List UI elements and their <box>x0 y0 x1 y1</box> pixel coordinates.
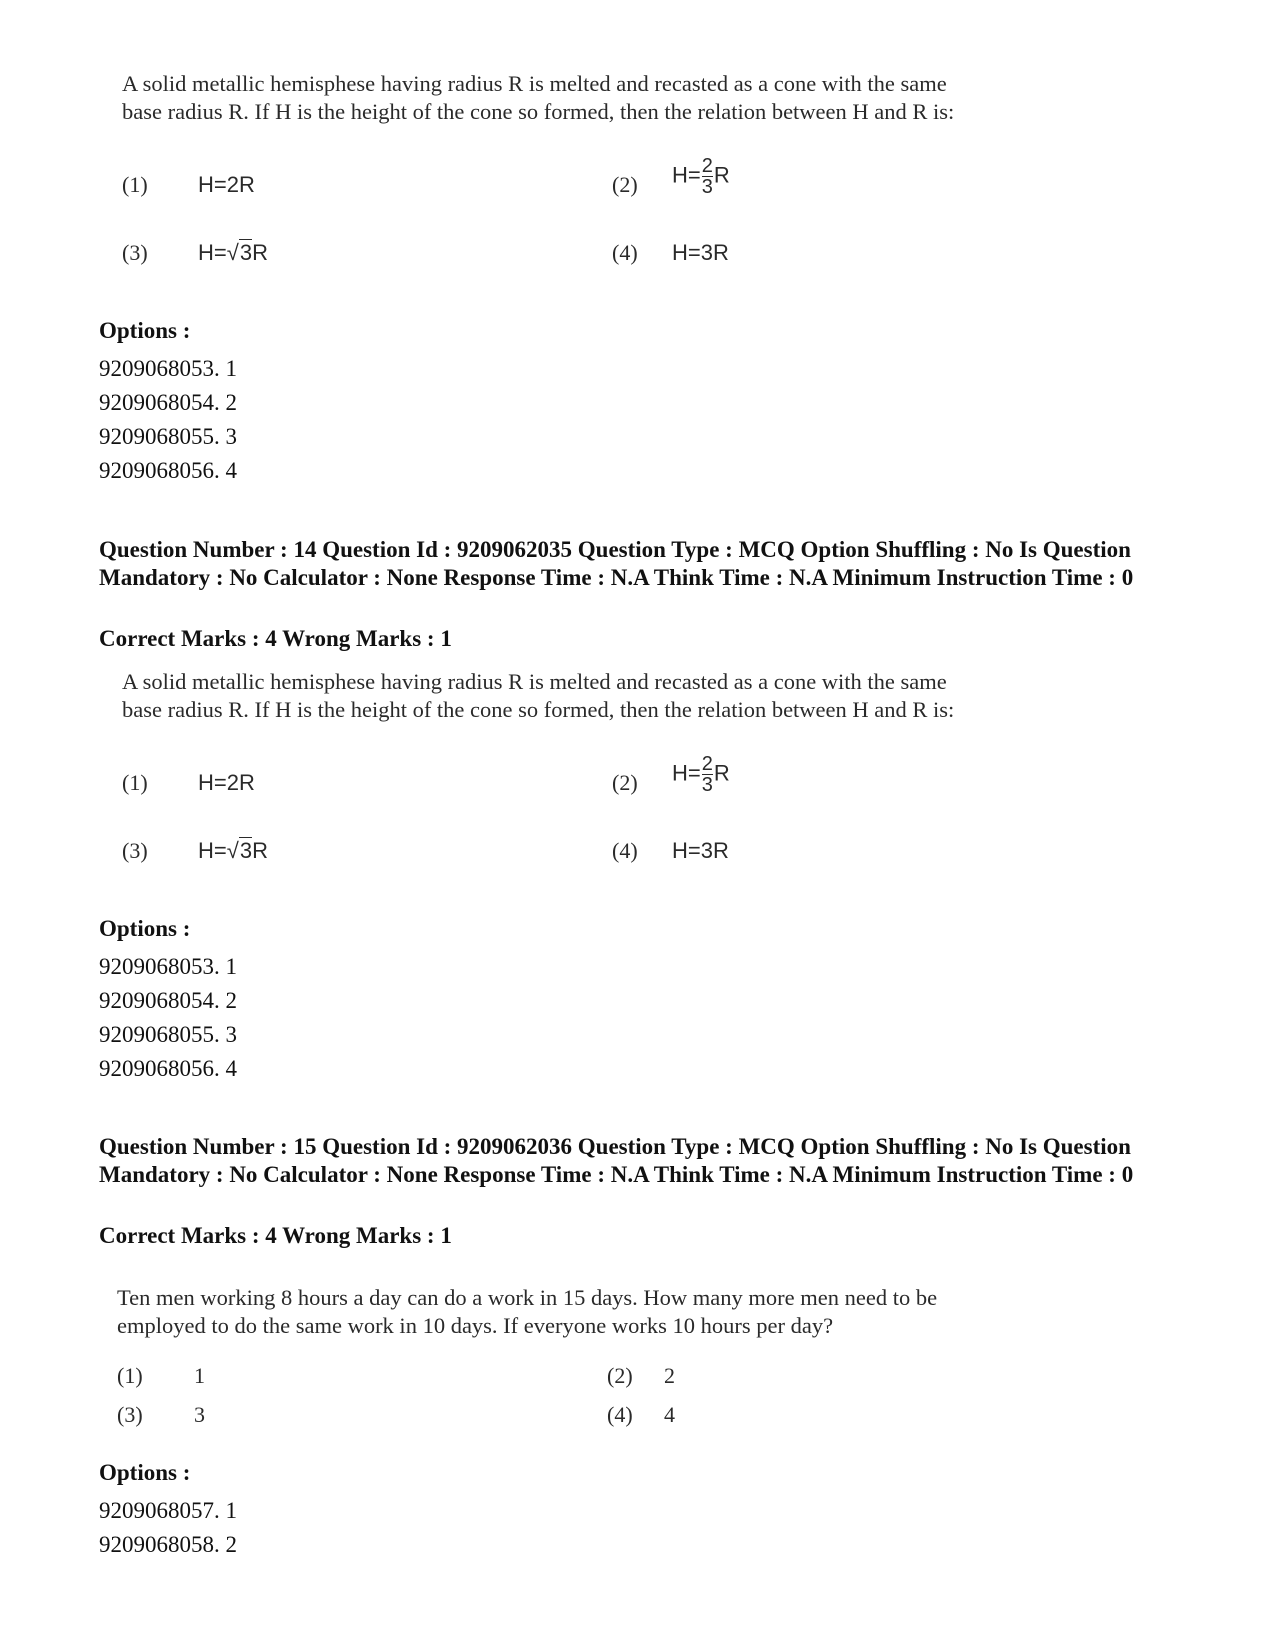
choice-value: 4 <box>664 1402 675 1427</box>
option-item: 9209068055. 3 <box>99 424 237 449</box>
fraction-numerator: 2 <box>701 155 713 177</box>
choice-prefix: H= <box>198 838 227 863</box>
choice-value: H=3R <box>672 240 729 265</box>
choice-prefix: H= <box>672 162 701 188</box>
option-item: 9209068053. 1 <box>99 356 237 381</box>
fraction <box>702 156 713 197</box>
option-item: 9209068054. 2 <box>99 988 237 1013</box>
options-label: Options : <box>99 916 191 941</box>
fraction-numerator: 2 <box>701 753 713 775</box>
choice-number: (3) <box>117 1402 143 1427</box>
options-label: Options : <box>99 318 191 343</box>
choice-value: 1 <box>194 1363 205 1388</box>
option-item: 9209068056. 4 <box>99 1056 237 1081</box>
options-list <box>99 1494 237 1562</box>
choice-number: (1) <box>117 1363 143 1388</box>
question-text-line: A solid metallic hemisphese having radius R is melted and recasted as a cone with the same <box>122 71 947 96</box>
choice-suffix: R <box>713 162 730 188</box>
question-text-line: employed to do the same work in 10 days. If everyone works 10 hours per day? <box>117 1313 834 1338</box>
choice-prefix: H= <box>672 760 701 786</box>
question-text-line: base radius R. If H is the height of the cone so formed, then the relation between H and R is: <box>122 697 955 722</box>
question-15-marks: Correct Marks : 4 Wrong Marks : 1 <box>99 1223 452 1248</box>
choice-value <box>198 838 268 864</box>
fraction-denominator: 3 <box>701 176 713 198</box>
question-text-line: A solid metallic hemisphese having radius R is melted and recasted as a cone with the same <box>122 669 947 694</box>
choice-value <box>672 754 730 795</box>
choice-value: H=3R <box>672 838 729 863</box>
question-14-header: Question Number : 14 Question Id : 9209062035 Question Type : MCQ Option Shuffling : No Is Question Mandatory : No Calculator : None Response Time : N.A Think Time : N.A Minimum Instruction Time : 0 <box>99 537 1134 590</box>
question-14-text <box>122 668 1132 724</box>
choice-value: 3 <box>194 1402 205 1427</box>
choice-number: (2) <box>612 172 638 197</box>
radicand: 3 <box>239 240 253 265</box>
option-item: 9209068056. 4 <box>99 458 237 483</box>
choice-number: (4) <box>607 1402 633 1427</box>
square-root <box>227 240 252 266</box>
question-text-line: Ten men working 8 hours a day can do a work in 15 days. How many more men need to be <box>117 1285 938 1310</box>
choice-number: (3) <box>122 240 148 265</box>
choice-number: (4) <box>612 838 638 863</box>
choice-suffix: R <box>713 760 730 786</box>
choice-value <box>198 240 268 266</box>
choice-suffix: R <box>252 838 268 863</box>
choice-number: (3) <box>122 838 148 863</box>
fraction-denominator: 3 <box>701 774 713 796</box>
sqrt-icon: √ <box>226 240 239 265</box>
choice-value: H=2R <box>198 172 255 197</box>
option-item: 9209068057. 1 <box>99 1498 237 1523</box>
option-item: 9209068055. 3 <box>99 1022 237 1047</box>
options-label: Options : <box>99 1460 191 1485</box>
fraction <box>702 754 713 795</box>
question-text-line: base radius R. If H is the height of the cone so formed, then the relation between H and R is: <box>122 99 955 124</box>
choice-number: (2) <box>612 770 638 795</box>
sqrt-icon: √ <box>226 838 239 863</box>
options-list <box>99 352 237 488</box>
choice-number: (4) <box>612 240 638 265</box>
question-14-marks: Correct Marks : 4 Wrong Marks : 1 <box>99 626 452 651</box>
choice-suffix: R <box>252 240 268 265</box>
choice-number: (1) <box>122 770 148 795</box>
option-item: 9209068053. 1 <box>99 954 237 979</box>
choice-number: (1) <box>122 172 148 197</box>
options-list <box>99 950 237 1086</box>
question-13-text <box>122 70 1132 126</box>
radicand: 3 <box>239 838 253 863</box>
choice-prefix: H= <box>198 240 227 265</box>
square-root <box>227 838 252 864</box>
choice-value <box>672 156 730 197</box>
choice-value: H=2R <box>198 770 255 795</box>
question-15-header: Question Number : 15 Question Id : 9209062036 Question Type : MCQ Option Shuffling : No Is Question Mandatory : No Calculator : None Response Time : N.A Think Time : N.A Minimum Instruction Time : 0 <box>99 1134 1134 1187</box>
option-item: 9209068054. 2 <box>99 390 237 415</box>
choice-number: (2) <box>607 1363 633 1388</box>
option-item: 9209068058. 2 <box>99 1532 237 1557</box>
question-15-text <box>117 1284 1127 1340</box>
choice-value: 2 <box>664 1363 675 1388</box>
